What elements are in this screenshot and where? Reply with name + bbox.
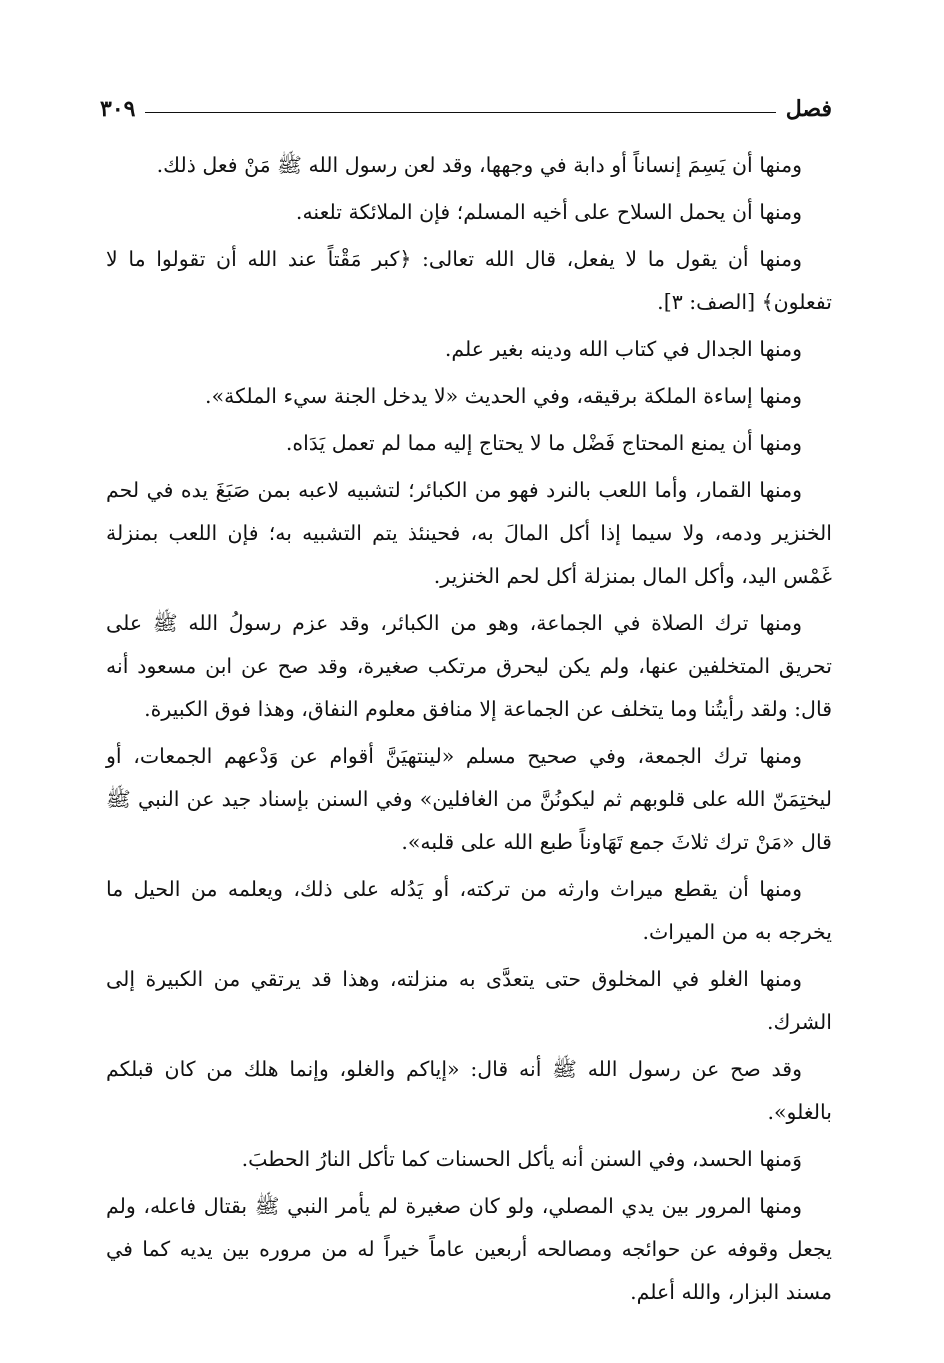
paragraph: ومنها أن يَسِمَ إنساناً أو دابة في وجهها، وقد لعن رسول الله ﷺ مَنْ فعل ذلك.	[156, 153, 802, 177]
paragraph: وقد صح عن رسول الله ﷺ أنه قال: «إياكم والغلو، وإنما هلك من كان قبلكم بالغلو».	[106, 1057, 832, 1124]
paragraph: ومنها الجدال في كتاب الله ودينه بغير علم.	[444, 337, 802, 361]
paragraph: ومنها ترك الجمعة، وفي صحيح مسلم «لينتهيَنَّ أقوام عن وَدْعهم الجمعات، أو ليختِمَنّ الله على قلوبهم ثم ليكونُنَّ من الغافلين» وفي السنن بإسناد جيد عن النبي ﷺ قال «مَنْ ترك ثلاثَ جمع تَهَاوناً طبع الله على قلبه».	[106, 744, 832, 854]
paragraph: ومنها إساءة الملكة برقيقه، وفي الحديث «لا يدخل الجنة سيء الملكة».	[205, 384, 802, 408]
chapter-title: فصل	[785, 96, 832, 122]
paragraph: ومنها أن يمنع المحتاج فَضْل ما لا يحتاج إليه مما لم تعمل يَدَاه.	[285, 431, 802, 455]
running-header	[100, 92, 832, 126]
paragraph: وَمنها الحسد، وفي السنن أنه يأكل الحسنات كما تأكل النارُ الحطبَ.	[241, 1147, 802, 1171]
page-body	[106, 144, 832, 1318]
header-rule	[145, 112, 775, 113]
paragraph: ومنها أن يقول ما لا يفعل، قال الله تعالى: ﴿كبر مَقْتاً عند الله أن تقولوا ما لا تفعلون﴾ [الصف: ٣].	[106, 247, 832, 314]
paragraph: ومنها المرور بين يدي المصلي، ولو كان صغيرة لم يأمر النبي ﷺ بقتال فاعله، ولم يجعل وقوفه عن حوائجه ومصالحه أربعين عاماً خيراً له من مروره بين يديه كما في مسند البزار، والله أعلم.	[106, 1194, 832, 1304]
paragraph: ومنها الغلو في المخلوق حتى يتعدَّى به منزلته، وهذا قد يرتقي من الكبيرة إلى الشرك.	[106, 967, 832, 1034]
paragraph: ومنها ترك الصلاة في الجماعة، وهو من الكبائر، وقد عزم رسولُ الله ﷺ على تحريق المتخلفين عنها، ولم يكن ليحرق مرتكب صغيرة، وقد صح عن ابن مسعود أنه قال: ولقد رأيتُنا وما يتخلف عن الجماعة إلا منافق معلوم النفاق، وهذا فوق الكبيرة.	[106, 611, 832, 721]
page-number: ٣٠٩	[100, 96, 136, 122]
paragraph: ومنها أن يحمل السلاح على أخيه المسلم؛ فإن الملائكة تلعنه.	[295, 200, 802, 224]
paragraph: ومنها القمار، وأما اللعب بالنرد فهو من الكبائر؛ لتشبيه لاعبه بمن صَبَغَ يده في لحم الخنزير ودمه، ولا سيما إذا أكل المالَ به، فحينئذ يتم التشبيه به؛ فإن اللعب بمنزلة غَمْس اليد، وأكل المال بمنزلة أكل لحم الخنزير.	[106, 478, 832, 588]
paragraph: ومنها أن يقطع ميراث وارثه من تركته، أو يَدُله على ذلك، ويعلمه من الحيل ما يخرجه به من الميراث.	[106, 877, 832, 944]
